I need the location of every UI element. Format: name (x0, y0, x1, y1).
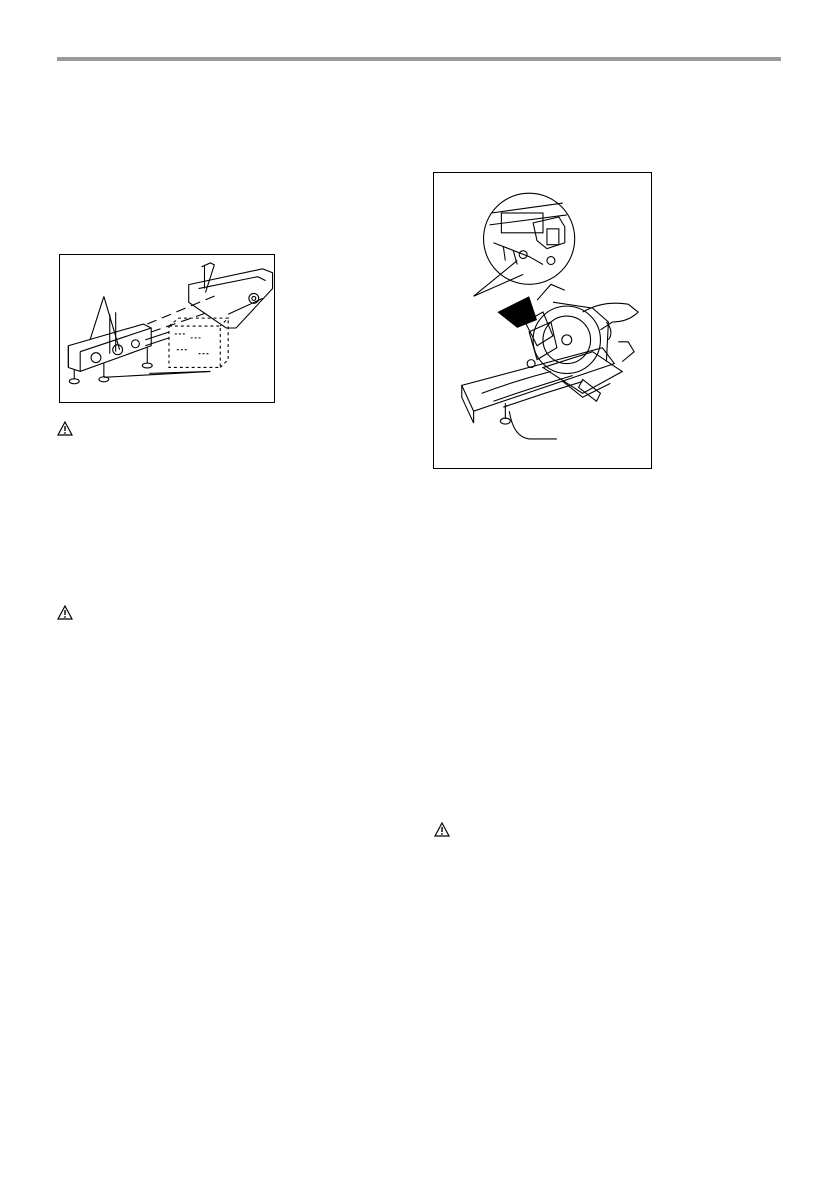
caution-triangle-icon (57, 421, 73, 436)
caution-triangle-icon (434, 822, 450, 837)
caution-triangle-icon (57, 605, 73, 620)
sub-base-drawing (60, 255, 274, 402)
miter-saw-drawing (434, 173, 651, 468)
header-rule (57, 57, 781, 61)
sub-base-figure (59, 254, 275, 403)
miter-saw-figure (433, 172, 652, 469)
